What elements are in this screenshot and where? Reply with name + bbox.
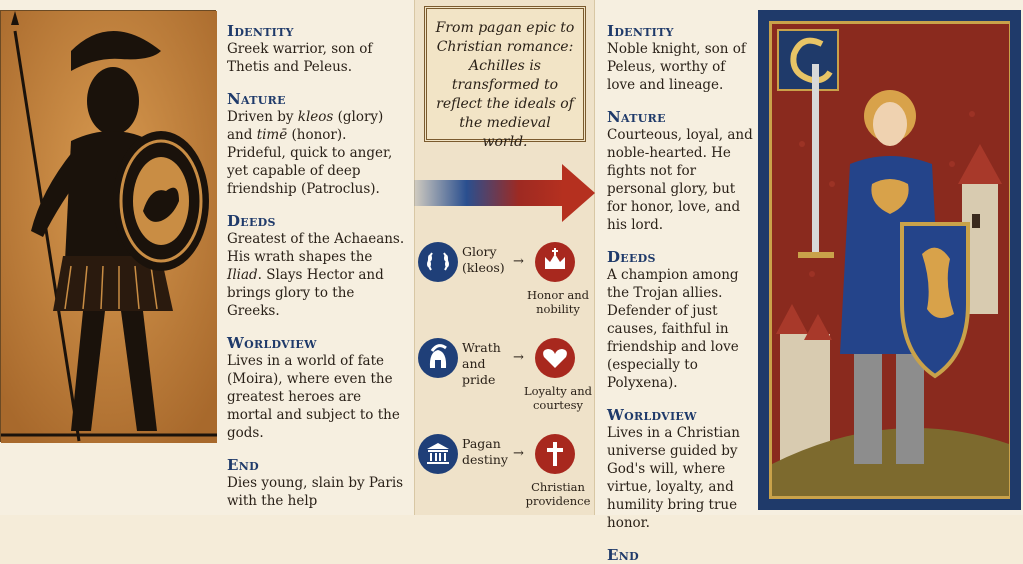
crown-icon: [535, 242, 575, 282]
transformation-row-destiny: [414, 434, 595, 514]
medieval-identity-heading: Identity: [607, 22, 674, 40]
pagan-destiny-label: Pagan destiny: [462, 436, 508, 467]
transformation-arrow-icon: [414, 162, 595, 224]
time-term: timē: [256, 127, 288, 143]
transformation-row-glory: [414, 242, 595, 322]
medieval-knight-illustration: [758, 10, 1021, 510]
greek-deeds-heading: Deeds: [227, 212, 276, 230]
wrath-pride-label: Wrath and pride: [462, 340, 501, 387]
medieval-identity-text: Noble knight, son of Peleus, worthy of love and lineage.: [607, 41, 746, 93]
medieval-deeds-heading: Deeds: [607, 248, 656, 266]
greek-warrior-illustration: [0, 10, 216, 442]
greek-nature-heading: Nature: [227, 90, 286, 108]
greek-helmet-icon: [418, 338, 458, 378]
glory-label: Glory (kleos): [462, 244, 505, 275]
medieval-nature-text: Courteous, loyal, and noble-hearted. He fights not for personal glory, but for honor, love, and his lord.: [607, 127, 753, 233]
greek-temple-icon: [418, 434, 458, 474]
transformation-row-wrath: [414, 338, 595, 418]
transformation-callout: From pagan epic to Christian romance: Achilles is transformed to reflect the ideals of the medieval world.: [424, 6, 586, 142]
greek-end-heading: End: [227, 456, 259, 474]
medieval-deeds-text: A champion among the Trojan allies. Defender of just causes, faithful in friendship and love (especially to Polyxena).: [607, 267, 739, 391]
greek-worldview-text: Lives in a world of fate (Moira), where even the greatest heroes are mortal and subject to the gods.: [227, 353, 400, 441]
honor-nobility-label: Honor and nobility: [526, 288, 590, 316]
greek-nature-text: Driven by kleos (glory) and timē (honor). Prideful, quick to anger, yet capable of deep friendship (Patroclus).: [227, 109, 393, 197]
medieval-worldview-heading: Worldview: [607, 406, 697, 424]
greek-worldview-heading: Worldview: [227, 334, 317, 352]
row-arrow-icon: →: [513, 446, 524, 461]
greek-deeds-text: Greatest of the Achaeans. His wrath shapes the Iliad. Slays Hector and brings glory to the Greeks.: [227, 231, 405, 319]
loyalty-courtesy-label: Loyalty and courtesy: [524, 384, 592, 412]
medieval-nature-heading: Nature: [607, 108, 666, 126]
greek-description: [227, 22, 407, 524]
medieval-end-heading: End: [607, 546, 639, 564]
medieval-description: [607, 22, 753, 564]
laurel-wreath-icon: [418, 242, 458, 282]
greek-end-text: Dies young, slain by Paris with the help: [227, 475, 404, 509]
greek-identity-text: Greek warrior, son of Thetis and Peleus.: [227, 41, 373, 75]
row-arrow-icon: →: [513, 350, 524, 365]
medieval-worldview-text: Lives in a Christian universe guided by God's will, where virtue, loyalty, and humility bring true honor.: [607, 425, 740, 531]
row-arrow-icon: →: [513, 254, 524, 269]
iliad-title: Iliad: [227, 267, 258, 283]
heart-icon: [535, 338, 575, 378]
christian-providence-label: Christian providence: [525, 480, 591, 508]
cross-icon: [535, 434, 575, 474]
kleos-term: kleos: [297, 109, 334, 125]
greek-identity-heading: Identity: [227, 22, 294, 40]
